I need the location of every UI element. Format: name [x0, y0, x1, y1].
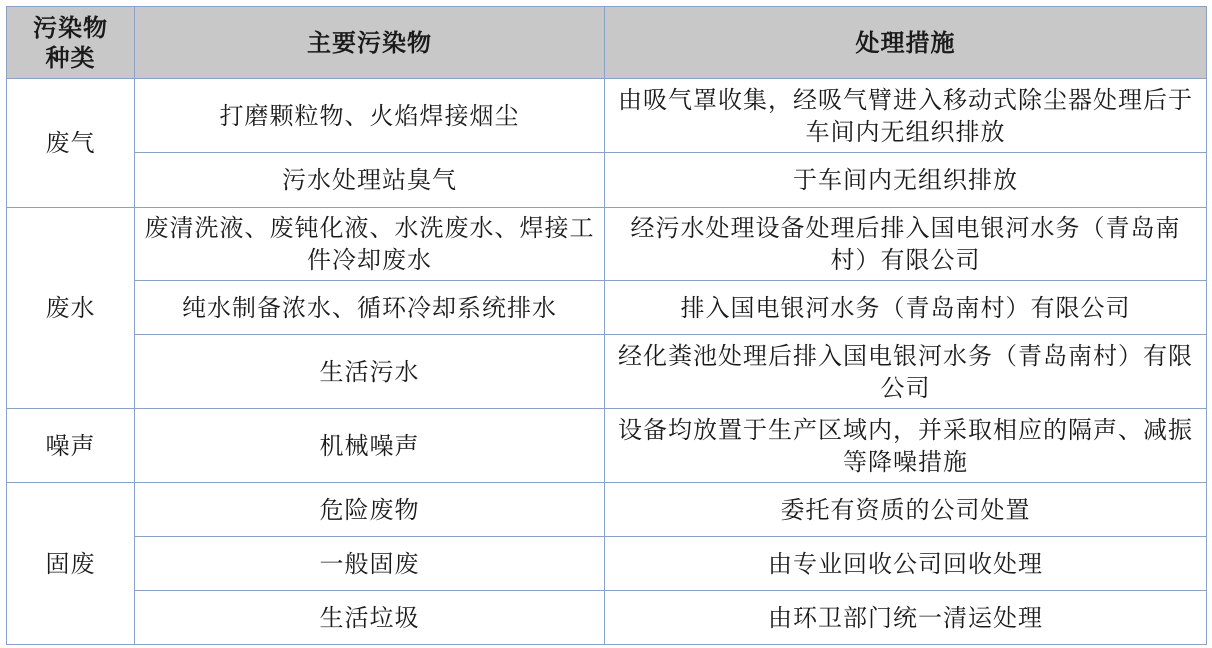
header-pollutant: 主要污染物	[135, 7, 605, 79]
measure-cell: 由环卫部门统一清运处理	[605, 591, 1207, 645]
category-cell-waste-gas: 废气	[7, 79, 135, 208]
table-row	[7, 153, 1207, 208]
table-row	[7, 208, 1207, 281]
pollutant-cell: 生活污水	[135, 335, 605, 409]
measure-cell: 排入国电银河水务（青岛南村）有限公司	[605, 281, 1207, 335]
pollutant-cell: 一般固废	[135, 537, 605, 591]
header-category	[7, 7, 135, 79]
table-row	[7, 591, 1207, 645]
table-row	[7, 335, 1207, 409]
table-row	[7, 79, 1207, 153]
table-header-row	[7, 7, 1207, 79]
pollutant-table-container	[6, 6, 1206, 644]
header-category-line1: 污染物	[33, 13, 108, 42]
table-row	[7, 409, 1207, 483]
table-row	[7, 537, 1207, 591]
header-category-line2: 种类	[45, 43, 96, 72]
measure-cell: 设备均放置于生产区域内，并采取相应的隔声、减振等降噪措施	[605, 409, 1207, 483]
pollutant-cell: 废清洗液、废钝化液、水洗废水、焊接工件冷却废水	[135, 208, 605, 281]
pollutant-treatment-table	[6, 6, 1207, 645]
pollutant-cell: 机械噪声	[135, 409, 605, 483]
pollutant-cell: 危险废物	[135, 483, 605, 537]
measure-cell: 于车间内无组织排放	[605, 153, 1207, 208]
category-cell-waste-water: 废水	[7, 208, 135, 409]
pollutant-cell: 打磨颗粒物、火焰焊接烟尘	[135, 79, 605, 153]
category-cell-noise: 噪声	[7, 409, 135, 483]
table-row	[7, 281, 1207, 335]
measure-cell: 经污水处理设备处理后排入国电银河水务（青岛南村）有限公司	[605, 208, 1207, 281]
pollutant-cell: 生活垃圾	[135, 591, 605, 645]
category-cell-solid-waste: 固废	[7, 483, 135, 645]
measure-cell: 经化粪池处理后排入国电银河水务（青岛南村）有限公司	[605, 335, 1207, 409]
table-row	[7, 483, 1207, 537]
measure-cell: 由专业回收公司回收处理	[605, 537, 1207, 591]
pollutant-cell: 污水处理站臭气	[135, 153, 605, 208]
measure-cell: 由吸气罩收集，经吸气臂进入移动式除尘器处理后于车间内无组织排放	[605, 79, 1207, 153]
pollutant-cell: 纯水制备浓水、循环冷却系统排水	[135, 281, 605, 335]
header-measure: 处理措施	[605, 7, 1207, 79]
measure-cell: 委托有资质的公司处置	[605, 483, 1207, 537]
